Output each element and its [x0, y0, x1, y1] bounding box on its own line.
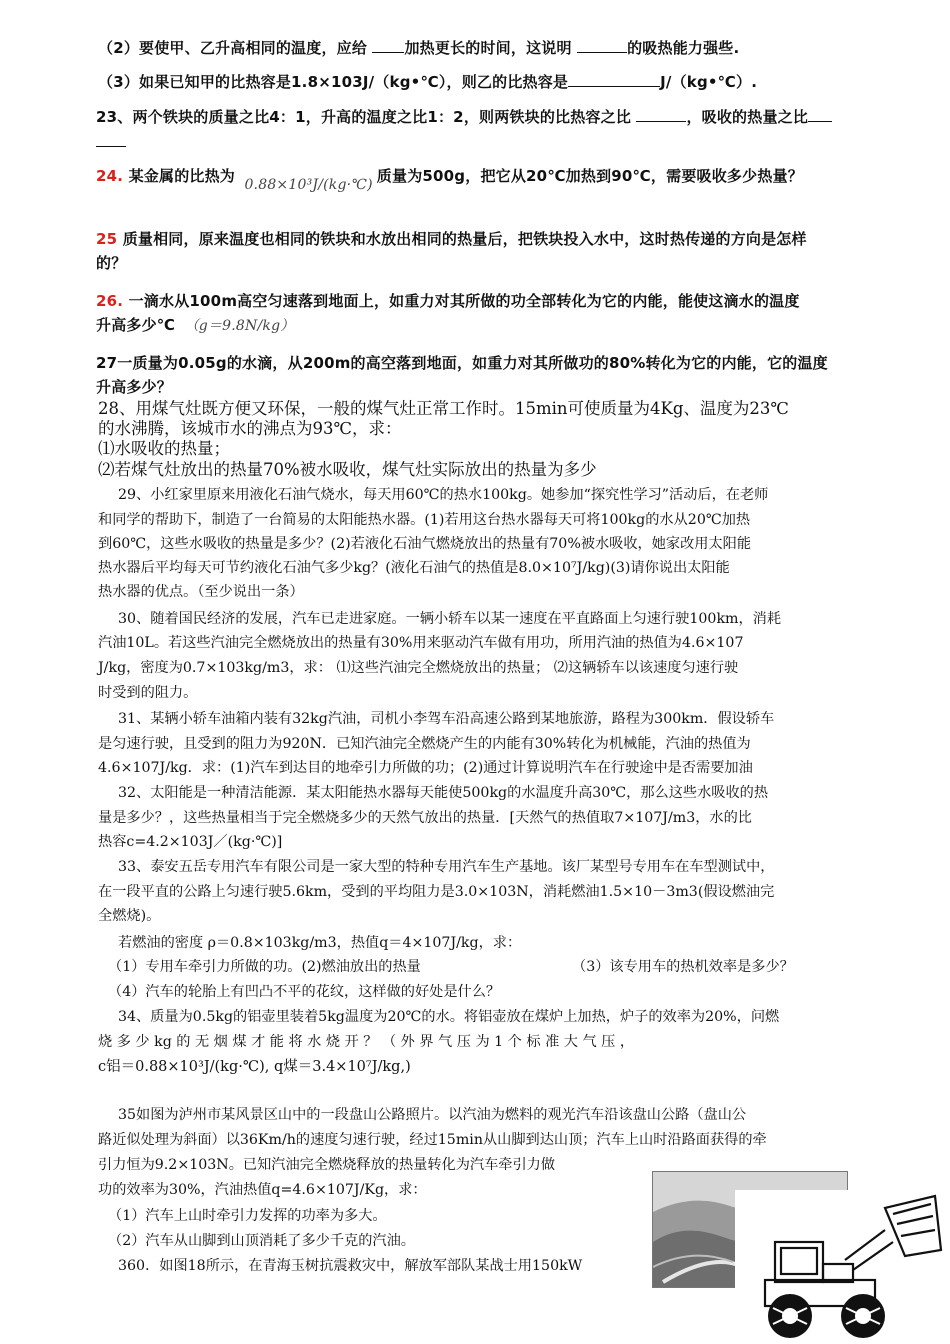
- q24-text-b: 质量为500g，把它从20℃加热到90℃，需要吸收多少热量？: [376, 167, 803, 185]
- q35-line3: 引力恒为9.2×103N。已知汽油完全燃烧释放的热量转化为汽车牵引力做: [98, 1157, 556, 1173]
- q28-line1: 28、用煤气灶既方便又环保，一般的煤气灶正常工作时。15min可使质量为4Kg、温度为23℃: [98, 399, 789, 418]
- loader-truck-illustration: [735, 1190, 945, 1340]
- answer-blank[interactable]: [636, 107, 686, 122]
- q26-line1: [96, 294, 800, 309]
- q24-formula: 0.88×10³J/(kg·℃): [244, 177, 373, 193]
- q28-line3: ⑴水吸收的热量；: [98, 439, 230, 458]
- q23-text-b: ，吸收的热量之比: [686, 108, 809, 126]
- q30-line4: 时受到的阻力。: [98, 685, 198, 701]
- q24-text-a: 某金属的比热为: [123, 167, 236, 185]
- q31-line2: 是匀速行驶，且受到的阻力为920N．已知汽油完全燃烧产生的内能有30%转化为机械能，汽油的热值为: [98, 736, 751, 752]
- answer-blank[interactable]: [568, 72, 660, 87]
- q35-line6: （2）汽车从山脚到山顶消耗了多少千克的汽油。: [108, 1233, 415, 1249]
- q33-line5b: （3）该专用车的热机效率是多少？: [572, 959, 794, 975]
- q26-formula: （g＝9.8N/kg）: [184, 318, 295, 334]
- q25-line1: [96, 232, 807, 247]
- q35-line4: 功的效率为30%，汽油热值q=4.6×107J/Kg，求：: [98, 1182, 427, 1198]
- q22-part2-text-a: （2）要使甲、乙升高相同的温度，应给: [98, 39, 373, 57]
- q22-part2-line: [98, 38, 739, 56]
- q32-line1: 32、太阳能是一种清洁能源．某太阳能热水器每天能使500kg的水温度升高30℃，那么这些水吸收的热: [118, 785, 769, 801]
- q36-line1: 360．如图18所示，在青海玉树抗震救灾中，解放军部队某战士用150kW: [118, 1258, 583, 1274]
- q35-line5: （1）汽车上山时牵引力发挥的功率为多大。: [108, 1208, 387, 1224]
- q30-line3: J/kg，密度为0.7×103kg/m3，求： ⑴这些汽油完全燃烧放出的热量； ⑵这辆轿车以该速度匀速行驶: [98, 660, 739, 676]
- q29-line1: 29、小红家里原来用液化石油气烧水，每天用60℃的热水100kg。她参加“探究性学习”活动后，在老师: [118, 487, 769, 503]
- q23-text-a: 23、两个铁块的质量之比4：1，升高的温度之比1：2，则两铁块的比热容之比: [96, 108, 637, 126]
- q26-line2: [96, 318, 294, 333]
- q31-line3: 4.6×107J/kg．求：(1)汽车到达目的地牵引力所做的功；(2)通过计算说明汽车在行驶途中是否需要加油: [98, 760, 753, 776]
- q25-text-a: 质量相同，原来温度也相同的铁块和水放出相同的热量后，把铁块投入水中，这时热传递的方向是怎样: [117, 230, 807, 248]
- q29-line2: 和同学的帮助下，制造了一台简易的太阳能热水器。(1)若用这台热水器每天可将100kg的水从20℃加热: [98, 512, 751, 528]
- answer-blank[interactable]: [577, 38, 627, 53]
- q34-line1: 34、质量为0.5kg的铝壶里装着5kg温度为20℃的水。将铝壶放在煤炉上加热，炉子的效率为20%，问燃: [118, 1009, 780, 1025]
- q28-line2: 的水沸腾，该城市水的沸点为93℃，求：: [98, 419, 402, 438]
- q33-line4: 若燃油的密度 ρ＝0.8×103kg/m3，热值q＝4×107J/kg，求：: [118, 935, 522, 951]
- q26-text-a: 一滴水从100m高空匀速落到地面上，如重力对其所做的功全部转化为它的内能，能使这滴水的温度: [123, 292, 800, 310]
- answer-blank[interactable]: [372, 38, 404, 53]
- q22-part3-text-b: J/（kg•℃）.: [660, 73, 758, 91]
- q29-line4: 热水器后平均每天可节约液化石油气多少kg？(液化石油气的热值是8.0×10⁷J/kg)(3)请你说出太阳能: [98, 560, 730, 576]
- q32-line3: 热容c=4.2×103J／(kg·℃)]: [98, 834, 283, 850]
- q33-line5: （1）专用车牵引力所做的功。(2)燃油放出的热量: [108, 959, 421, 975]
- q24-number: 24.: [96, 167, 124, 185]
- q35-line2: 路近似处理为斜面）以36Km/h的速度匀速行驶，经过15min从山脚到达山顶；汽车上山时沿路面获得的牵: [98, 1132, 767, 1148]
- q25-number: 25: [96, 230, 118, 248]
- q34-line2: 烧 多 少 kg 的 无 烟 煤 才 能 将 水 烧 开 ？ （ 外 界 气 压 为 1 个 标 准 大 气 压 ，: [98, 1034, 635, 1050]
- q28-line4: ⑵若煤气灶放出的热量70%被水吸收，煤气灶实际放出的热量为多少: [98, 460, 597, 479]
- answer-blank[interactable]: [808, 107, 832, 122]
- q23-line2: [96, 132, 126, 150]
- q26-number: 26.: [96, 292, 124, 310]
- q33-line6: （4）汽车的轮胎上有凹凸不平的花纹，这样做的好处是什么？: [108, 984, 501, 1000]
- q26-text-b: 升高多少℃: [96, 316, 176, 334]
- q33-line1: 33、泰安五岳专用汽车有限公司是一家大型的特种专用汽车生产基地。该厂某型号专用车在车型测试中，: [118, 859, 775, 875]
- q23-line1: [96, 107, 832, 125]
- answer-blank[interactable]: [96, 132, 126, 147]
- q29-line5: 热水器的优点。（至少说出一条）: [98, 584, 304, 600]
- q32-line2: 量是多少？，这些热量相当于完全燃烧多少的天然气放出的热量．[天然气的热值取7×107J/m3，水的比: [98, 810, 752, 826]
- q31-line1: 31、某辆小轿车油箱内装有32kg汽油，司机小李驾车沿高速公路到某地旅游，路程为300km．假设轿车: [118, 711, 775, 727]
- q35-line1: 35如图为泸州市某风景区山中的一段盘山公路照片。以汽油为燃料的观光汽车沿该盘山公路（盘山公: [118, 1107, 747, 1123]
- q30-line1: 30、随着国民经济的发展，汽车已走进家庭。一辆小轿车以某一速度在平直路面上匀速行驶100km，消耗: [118, 611, 782, 627]
- q22-part2-text-b: 加热更长的时间，这说明: [404, 39, 578, 57]
- q22-part2-text-c: 的吸热能力强些.: [627, 39, 740, 57]
- q24-line: [96, 167, 803, 193]
- q22-part3-text-a: （3）如果已知甲的比热容是1.8×103J/（kg•℃），则乙的比热容是: [98, 73, 569, 91]
- q22-part3-line: [98, 72, 757, 90]
- q34-formula: c铝＝0.88×10³J/(kg·℃), q煤＝3.4×10⁷J/kg,): [98, 1059, 411, 1075]
- q33-line2: 在一段平直的公路上匀速行驶5.6km，受到的平均阻力是3.0×103N，消耗燃油1.5×10－3m3(假设燃油完: [98, 884, 775, 900]
- q25-line2: 的？: [96, 254, 127, 272]
- q33-line3: 全燃烧)。: [98, 908, 161, 924]
- q30-line2: 汽油10L。若这些汽油完全燃烧放出的热量有30%用来驱动汽车做有用功，所用汽油的热值为4.6×107: [98, 635, 744, 651]
- q27-line1: 27一质量为0.05g的水滴，从200m的高空落到地面，如重力对其所做功的80%转化为它的内能，它的温度: [96, 354, 828, 372]
- q27-line2: 升高多少？: [96, 378, 173, 396]
- q29-line3: 到60℃，这些水吸收的热量是多少？(2)若液化石油气燃烧放出的热量有70%被水吸收，她家改用太阳能: [98, 536, 752, 552]
